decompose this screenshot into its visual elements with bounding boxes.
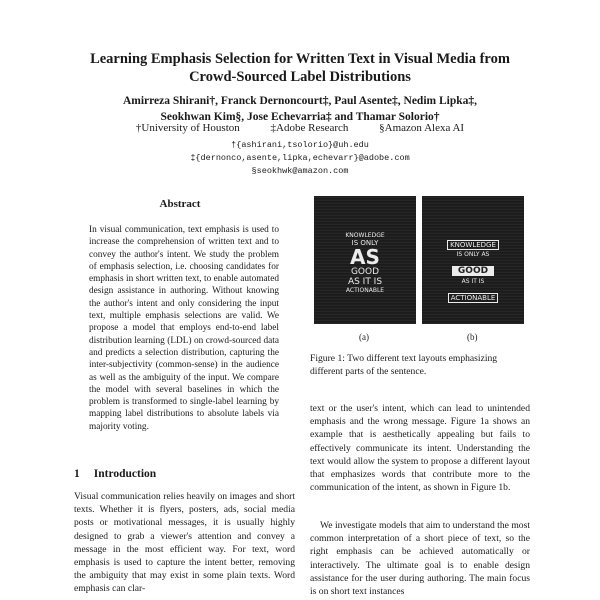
authors-line-1: Amirreza Shirani†, Franck Dernoncourt‡, Paul Asente‡, Nedim Lipka‡, xyxy=(122,95,478,107)
section-title: Introduction xyxy=(93,468,157,480)
affiliation-adobe: ‡Adobe Research xyxy=(270,122,349,134)
email-adobe: ‡{dernonco,asente,lipka,echevarr}@adobe.com xyxy=(190,153,410,163)
title-line-2: Crowd-Sourced Label Distributions xyxy=(189,69,411,85)
fig-b-line: ACTIONABLE xyxy=(448,293,499,303)
fig-b-line: KNOWLEDGE xyxy=(447,240,499,250)
fig-a-line: AS xyxy=(350,245,380,269)
title-line-1: Learning Emphasis Selection for Written Text in Visual Media from xyxy=(90,51,510,67)
affiliation-houston: †University of Houston xyxy=(135,122,240,134)
authors-line-2: Seokhwan Kim§, Jose Echevarria‡ and Thamar Solorio† xyxy=(160,111,440,123)
email-amazon: §seokhwk@amazon.com xyxy=(251,166,349,176)
fig-b-line: IS ONLY AS xyxy=(456,251,490,258)
authors xyxy=(0,93,600,125)
paper-title xyxy=(0,50,600,86)
figure-label-b: (b) xyxy=(467,332,478,342)
abstract-heading: Abstract xyxy=(159,198,201,210)
fig-a-line: GOOD xyxy=(350,267,380,277)
section-heading-introduction xyxy=(74,468,156,480)
right-column-paragraph-1: text or the user's intent, which can lead to unintended emphasis and the wrong message. Figure 1a shows an example that is aesthetically appealing but fails to effectively communicate its intent. Understanding the text would allow the system to propose a different layout that emphasizes words that contribute more to the communication of the intent, as shown in Figure 1b. xyxy=(310,403,530,494)
figure-caption: Figure 1: Two different text layouts emphasizing different parts of the sentence. xyxy=(310,353,498,377)
section-number: 1 xyxy=(74,468,80,480)
email-uh: †{ashirani,tsolorio}@uh.edu xyxy=(231,140,369,150)
abstract-text: In visual communication, text emphasis is used to increase the comprehension of written text and to convey the author's intent. We study the problem of emphasis selection, i.e. choosing candidates for emphasis in short written text, to enable automated design assistance in authoring. Without knowing the author's intent and only considering the input text, multiple emphasis selections are valid. We propose a model that employs end-to-end label distribution learning (LDL) on crowd-sourced data and predicts a selection distribution, capturing the inter-subjectivity (common-sense) in the audience as well as the ambiguity of the input. We compare the model with several baselines in which the problem is transformed to single-label learning by mapping label distributions to absolute labels via majority voting. xyxy=(89,225,279,432)
fig-b-line: AS IT IS xyxy=(461,278,485,285)
fig-a-line: IS ONLY xyxy=(351,239,379,247)
figure-1a-image xyxy=(314,196,416,324)
affiliation-amazon: §Amazon Alexa AI xyxy=(379,122,465,134)
fig-a-line: KNOWLEDGE xyxy=(345,232,385,239)
figure-1b-image xyxy=(422,196,524,324)
affiliations xyxy=(0,122,600,134)
fig-a-line: AS IT IS xyxy=(347,277,383,287)
introduction-text: Visual communication relies heavily on images and short texts. Whether it is flyers, posters, ads, social media posts or motivational messages, it is usually highly designed to grab a viewer's attention and convey a message in the most efficient way. For text, word emphasis is used to capture the intent better, removing the ambiguity that may exist in some plain texts. Word emphasis can clar- xyxy=(74,491,295,595)
fig-a-line: ACTIONABLE xyxy=(345,287,385,294)
right-column-paragraph-2: We investigate models that aim to understand the most common interpretation of a short piece of text, so the right emphasis can be achieved automatically or interactively. The ultimate goal is to enable design assistance for the user during authoring. The main focus is on short text instances xyxy=(310,520,530,598)
fig-b-line: GOOD xyxy=(452,266,494,276)
figure-label-a: (a) xyxy=(359,332,369,342)
